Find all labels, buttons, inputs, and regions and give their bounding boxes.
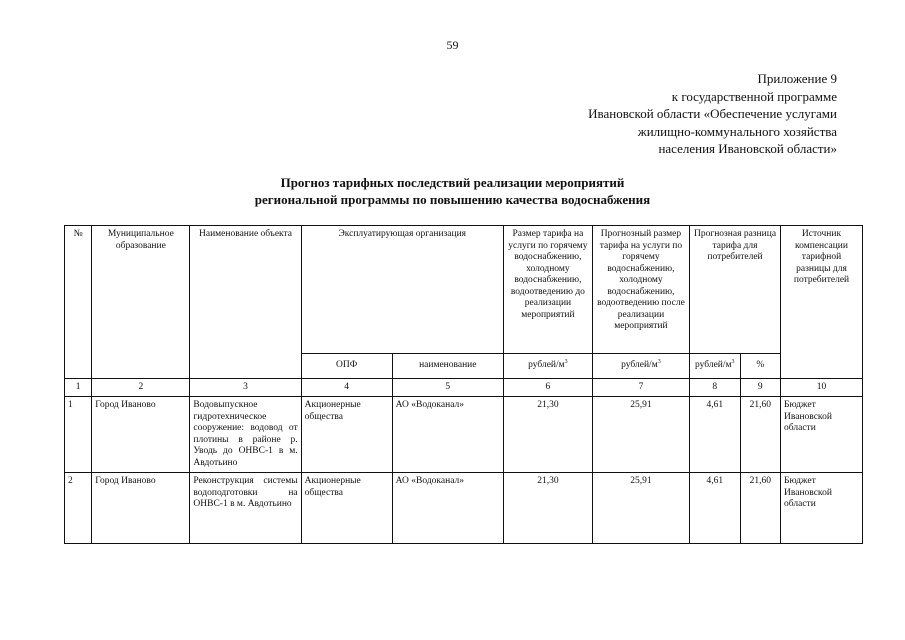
appendix-line: к государственной программе [671, 88, 837, 104]
column-number: 9 [740, 378, 780, 397]
cell-name: АО «Водоканал» [392, 397, 503, 473]
column-number: 2 [92, 378, 190, 397]
cell-tariff-before: 21,30 [503, 473, 592, 544]
appendix-line: населения Ивановской области» [658, 141, 837, 156]
column-number: 10 [781, 378, 863, 397]
title-line: региональной программы по повышению качества водоснабжения [254, 192, 651, 207]
column-number: 7 [592, 378, 689, 397]
cell-municipality: Город Иваново [92, 473, 190, 544]
table-row [65, 473, 863, 544]
column-number: 8 [689, 378, 740, 397]
column-number: 6 [503, 378, 592, 397]
column-number: 1 [65, 378, 92, 397]
header-municipality: Муниципальное образование [92, 226, 190, 379]
cell-opf: Акционерные общества [301, 473, 392, 544]
cell-no: 1 [65, 397, 92, 473]
cell-source: Бюджет Ивановской области [781, 473, 863, 544]
cell-source: Бюджет Ивановской области [781, 397, 863, 473]
table-row [65, 397, 863, 473]
column-number: 4 [301, 378, 392, 397]
subheader-name: наименование [392, 354, 503, 379]
cell-name: АО «Водоканал» [392, 473, 503, 544]
appendix-line: Ивановской области «Обеспечение услугами [588, 106, 837, 121]
subheader-opf: ОПФ [301, 354, 392, 379]
subheader-unit-before [503, 354, 592, 379]
cell-object: Водовыпускное гидротехническое сооружение: водовод от плотины в районе р. Уводь до ОНВС-1 в м. Авдотьино [190, 397, 301, 473]
cell-object: Реконструкция системы водоподготовки на ОНВС-1 в м. Авдотьино [190, 473, 301, 544]
header-no: № [65, 226, 92, 379]
unit-sup: 3 [657, 358, 661, 365]
page-number: 59 [446, 38, 459, 52]
header-object: Наименование объекта [190, 226, 301, 379]
unit-text: рублей/м [621, 360, 658, 370]
cell-diff-rub: 4,61 [689, 397, 740, 473]
appendix-line: Приложение 9 [757, 71, 837, 86]
unit-sup: 3 [564, 358, 568, 365]
cell-tariff-after: 25,91 [592, 473, 689, 544]
header-operator: Эксплуатирующая организация [301, 226, 503, 354]
appendix-note [588, 70, 837, 158]
unit-text: рублей/м [528, 360, 565, 370]
cell-municipality: Город Иваново [92, 397, 190, 473]
header-tariff-before: Размер тарифа на услуги по горячему водоснабжению, холодному водоснабжению, водоотведению до реализации мероприятий [503, 226, 592, 354]
cell-tariff-after: 25,91 [592, 397, 689, 473]
subheader-unit-pct: % [740, 354, 780, 379]
unit-text: рублей/м [694, 360, 732, 370]
header-tariff-after: Прогнозный размер тарифа на услуги по горячему водоснабжению, холодному водоснабжению, водоотведению после реализации мероприятий [592, 226, 689, 354]
unit-sup: 3 [731, 358, 735, 365]
header-source: Источник компенсации тарифной разницы для потребителей [781, 226, 863, 379]
subheader-unit-after [592, 354, 689, 379]
cell-diff-rub: 4,61 [689, 473, 740, 544]
appendix-line: жилищно-коммунального хозяйства [637, 123, 837, 139]
cell-diff-pct: 21,60 [740, 473, 780, 544]
column-number: 5 [392, 378, 503, 397]
title-line: Прогноз тарифных последствий реализации мероприятий [280, 175, 625, 190]
document-title [0, 174, 905, 208]
cell-no: 2 [65, 473, 92, 544]
column-number: 3 [190, 378, 301, 397]
header-difference: Прогнозная разница тарифа для потребителей [689, 226, 780, 354]
cell-tariff-before: 21,30 [503, 397, 592, 473]
tariff-table [64, 225, 863, 544]
cell-opf: Акционерные общества [301, 397, 392, 473]
cell-diff-pct: 21,60 [740, 397, 780, 473]
subheader-unit-diff [689, 354, 740, 379]
